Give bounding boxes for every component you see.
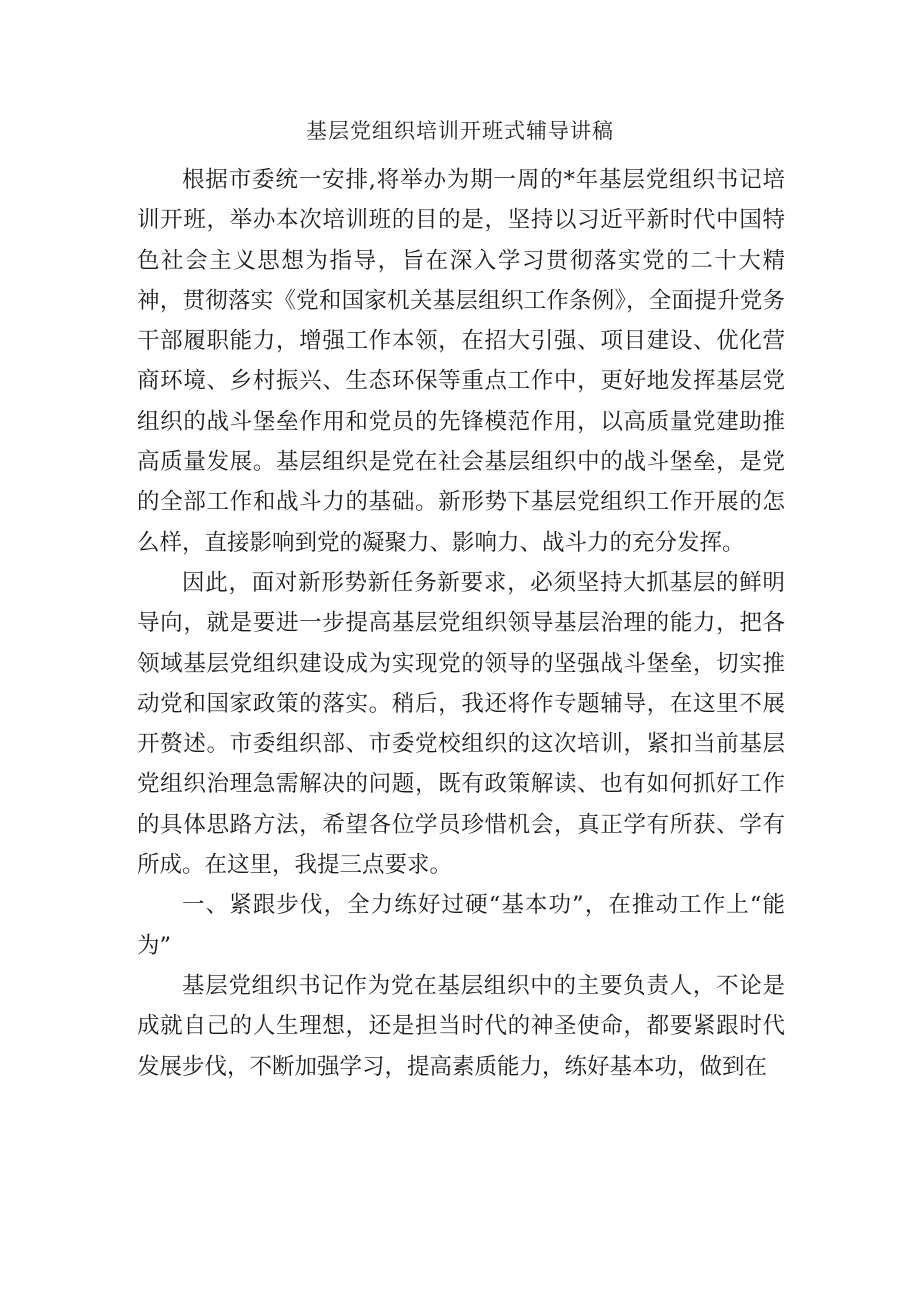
paragraph-requirements: 因此，面对新形势新任务新要求，必须坚持大抓基层的鲜明导向，就是要进一步提高基层党组织领导基层治理的能力，把各领域基层党组织建设成为实现党的领导的坚强战斗堡垒，切实推动党和国家政策的落实。稍后，我还将作专题辅导，在这里不展开赘述。市委组织部、市委党校组织的这次培训，紧扣当前基层党组织治理急需解决的问题，既有政策解读、也有如何抓好工作的具体思路方法，希望各位学员珍惜机会，真正学有所获、学有所成。在这里，我提三点要求。 — [137, 569, 785, 879]
document-title: 基层党组织培训开班式辅导讲稿 — [306, 119, 614, 143]
section-heading-1: 一、紧跟步伐，全力练好过硬“基本功”，在推动工作上“能为” — [137, 892, 785, 959]
paragraph-intro: 根据市委统一安排,将举办为期一周的*年基层党组织书记培训开班，举办本次培训班的目的是，坚持以习近平新时代中国特色社会主义思想为指导，旨在深入学习贯彻落实党的二十大精神，贯彻落实《党和国家机关基层组织工作条例》，全面提升党务干部履职能力，增强工作本领，在招大引强、项目建设、优化营商环境、乡村振兴、生态环保等重点工作中，更好地发挥基层党组织的战斗堡垒作用和党员的先锋模范作用，以高质量党建助推高质量发展。基层组织是党在社会基层组织中的战斗堡垒，是党的全部工作和战斗力的基础。新形势下基层党组织工作开展的怎么样，直接影响到党的凝聚力、影响力、战斗力的充分发挥。 — [137, 167, 785, 556]
paragraph-section-1: 基层党组织书记作为党在基层组织中的主要负责人，不论是成就自己的人生理想，还是担当时代的神圣使命，都要紧跟时代发展步伐，不断加强学习，提高素质能力，练好基本功，做到在 — [137, 972, 785, 1080]
document-body — [137, 160, 785, 1087]
